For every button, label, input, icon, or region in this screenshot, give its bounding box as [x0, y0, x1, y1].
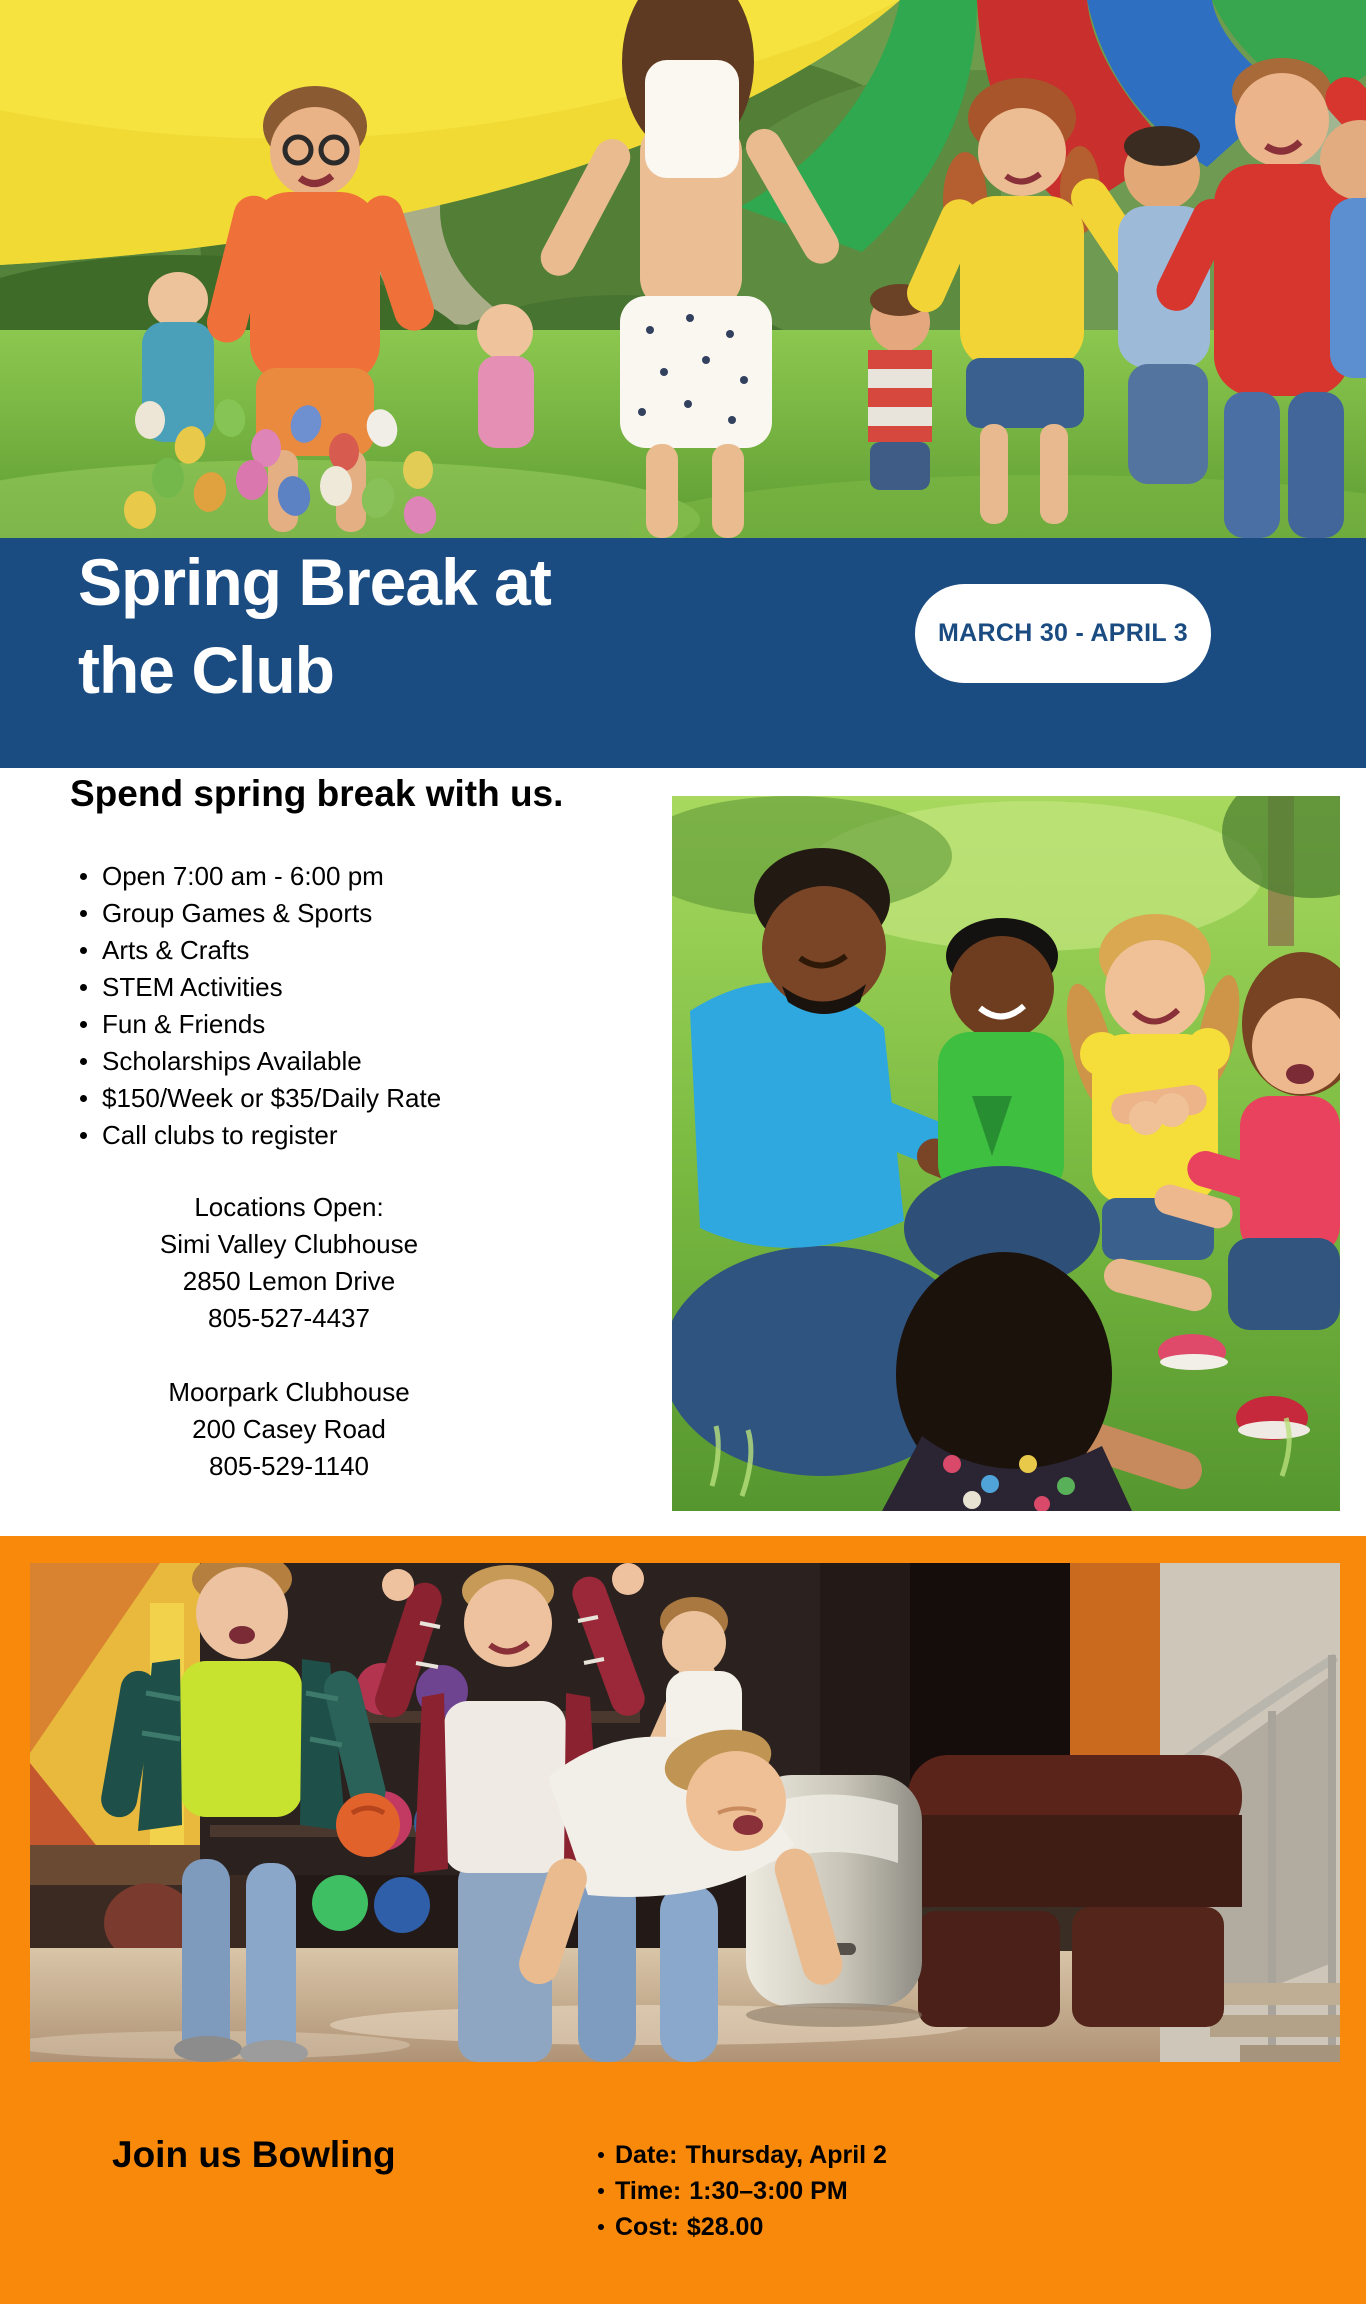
feature-item: STEM Activities	[64, 969, 441, 1006]
info-section	[0, 768, 1366, 1536]
detail-cost	[598, 2209, 887, 2245]
location-phone: 805-529-1140	[209, 1451, 369, 1481]
info-photo-frame	[672, 796, 1340, 1511]
detail-time-value: 1:30–3:00 PM	[689, 2177, 848, 2205]
page-title	[78, 538, 551, 714]
kids-parachute-photo	[0, 0, 1366, 538]
feature-item: Scholarships Available	[64, 1043, 441, 1080]
bowling-photo-frame	[30, 1563, 1340, 2062]
page-title-line1: Spring Break at	[78, 545, 551, 619]
detail-cost-value: $28.00	[686, 2213, 764, 2241]
feature-item: Fun & Friends	[64, 1006, 441, 1043]
title-banner	[0, 538, 1366, 768]
feature-item: Open 7:00 am - 6:00 pm	[64, 858, 441, 895]
detail-date	[598, 2137, 887, 2173]
date-range-text: MARCH 30 - APRIL 3	[938, 619, 1188, 647]
kids-bowling-photo	[30, 1563, 1340, 2062]
features-list	[64, 858, 441, 1154]
location-address: 2850 Lemon Drive	[182, 1266, 396, 1296]
date-range-badge	[915, 584, 1211, 683]
kids-on-grass-photo	[672, 796, 1340, 1511]
info-heading: Spend spring break with us.	[70, 773, 564, 814]
feature-item: Call clubs to register	[64, 1117, 441, 1154]
page-title-line2: the Club	[78, 633, 334, 707]
locations-spacer	[64, 1337, 514, 1374]
detail-time	[598, 2173, 887, 2209]
location-name: Simi Valley Clubhouse	[159, 1229, 419, 1259]
bowling-heading: Join us Bowling	[112, 2134, 396, 2175]
detail-time-label: Time:	[615, 2177, 682, 2205]
hero-photo-section	[0, 0, 1366, 538]
locations-block	[64, 1189, 514, 1485]
feature-item: $150/Week or $35/Daily Rate	[64, 1080, 441, 1117]
location-name: Moorpark Clubhouse	[168, 1377, 410, 1407]
feature-item: Arts & Crafts	[64, 932, 441, 969]
location-address: 200 Casey Road	[192, 1414, 386, 1444]
bowling-details-list	[598, 2137, 887, 2245]
location-phone: 805-527-4437	[208, 1303, 370, 1333]
detail-date-value: Thursday, April 2	[685, 2141, 887, 2169]
detail-date-label: Date:	[615, 2141, 678, 2169]
locations-heading: Locations Open:	[194, 1192, 384, 1222]
bowling-section	[0, 1536, 1366, 2304]
feature-item: Group Games & Sports	[64, 895, 441, 932]
detail-cost-label: Cost:	[615, 2213, 679, 2241]
